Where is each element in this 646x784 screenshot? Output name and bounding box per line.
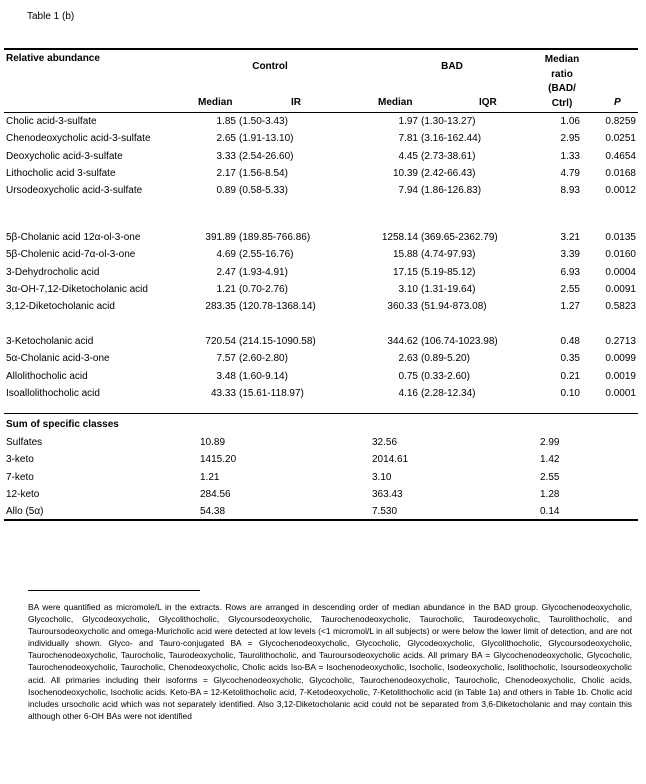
row-control-ir: (0.58-5.33) (239, 185, 288, 197)
header-control-median: Median (198, 97, 233, 108)
row-bad-median: 7.81 (398, 133, 418, 145)
row-name: Ursodeoxycholic acid-3-sulfate (6, 185, 143, 197)
row-p-value: 0.0001 (605, 387, 636, 399)
row-control-ir: (1.50-3.43) (239, 116, 288, 127)
header-relative-abundance: Relative abundance (6, 53, 100, 64)
row-control-ir: (2.55-16.76) (239, 249, 294, 261)
sum-bad: 32.56 (372, 437, 398, 448)
row-p-value: 0.0251 (605, 133, 636, 145)
row-bad-median: 360.33 (387, 301, 418, 313)
sum-control: 54.38 (200, 506, 226, 518)
row-bad-median: 1.97 (398, 116, 418, 127)
sum-ratio: 1.28 (540, 488, 560, 500)
row-bad-iqr: (2.28-12.34) (421, 387, 476, 399)
row-median-ratio: 8.93 (560, 185, 580, 197)
row-median-ratio: 1.06 (560, 116, 580, 127)
row-control-ir: (2.60-2.80) (239, 353, 288, 365)
row-bad-iqr: (1.86-126.83) (421, 185, 482, 197)
row-name: 3-Dehydrocholic acid (6, 266, 100, 278)
sum-rule (4, 413, 638, 414)
sum-bad: 2014.61 (372, 454, 409, 466)
row-control-median: 1.21 (216, 283, 236, 295)
row-control-median: 2.65 (216, 133, 236, 145)
row-name: Allolithocholic acid (6, 370, 88, 382)
table-title: Table 1 (b) (27, 11, 75, 22)
header-ir: IR (291, 97, 301, 108)
row-p-value: 0.0160 (605, 249, 636, 261)
sum-ratio: 0.14 (540, 506, 560, 518)
row-name: 3α-OH-7,12-Diketocholanic acid (6, 283, 148, 295)
row-median-ratio: 4.79 (560, 167, 580, 179)
row-control-ir: (0.70-2.76) (239, 283, 288, 295)
row-bad-median: 4.16 (398, 387, 418, 399)
row-bad-iqr: (0.33-2.60) (421, 370, 470, 382)
row-control-median: 283.35 (205, 301, 236, 313)
header-bad-median: Median (378, 97, 413, 108)
row-bad-iqr: (1.30-13.27) (421, 116, 476, 127)
sum-ratio: 1.42 (540, 454, 560, 466)
sum-control: 284.56 (200, 488, 231, 500)
row-bad-median: 4.45 (398, 150, 418, 162)
row-bad-median: 3.10 (398, 283, 418, 295)
row-p-value: 0.0019 (605, 370, 636, 382)
row-control-ir: (214.15-1090.58) (239, 336, 316, 347)
row-median-ratio: 0.10 (560, 387, 580, 399)
header-p: P (614, 97, 621, 108)
row-median-ratio: 2.55 (560, 283, 580, 295)
header-bad: BAD (441, 61, 463, 72)
sum-control: 1415.20 (200, 454, 237, 466)
row-control-median: 2.47 (216, 266, 236, 278)
row-bad-median: 15.88 (392, 249, 418, 261)
row-median-ratio: 0.48 (560, 336, 580, 347)
row-median-ratio: 1.33 (560, 150, 580, 162)
sum-title: Sum of specific classes (6, 419, 119, 430)
row-name: Lithocholic acid 3-sulfate (6, 167, 116, 179)
header-rule (4, 112, 638, 113)
row-bad-median: 2.63 (398, 353, 418, 365)
row-p-value: 0.0168 (605, 167, 636, 179)
sum-control: 10.89 (200, 437, 226, 448)
row-name: Cholic acid-3-sulfate (6, 116, 97, 127)
row-name: Chenodeoxycholic acid-3-sulfate (6, 133, 151, 145)
sum-bad: 3.10 (372, 471, 392, 483)
row-p-value: 0.2713 (605, 336, 636, 347)
row-name: Isoallolithocholic acid (6, 387, 100, 399)
row-control-median: 0.89 (216, 185, 236, 197)
row-control-median: 7.57 (216, 353, 236, 365)
bottom-rule (4, 519, 638, 521)
row-bad-iqr: (369.65-2362.79) (421, 232, 498, 243)
sum-name: 12-keto (6, 488, 40, 500)
sum-name: 7-keto (6, 471, 34, 483)
row-median-ratio: 3.21 (560, 232, 580, 243)
row-control-median: 43.33 (210, 387, 236, 399)
row-p-value: 0.0099 (605, 353, 636, 365)
row-bad-median: 17.15 (392, 266, 418, 278)
sum-ratio: 2.99 (540, 437, 560, 448)
sum-bad: 363.43 (372, 488, 403, 500)
sum-ratio: 2.55 (540, 471, 560, 483)
row-bad-iqr: (2.73-38.61) (421, 150, 476, 162)
row-control-median: 3.48 (216, 370, 236, 382)
header-median-ratio: Median ratio (BAD/ Ctrl) (544, 54, 580, 109)
row-p-value: 0.4654 (605, 150, 636, 162)
row-median-ratio: 3.39 (560, 249, 580, 261)
sum-name: Sulfates (6, 437, 43, 448)
row-control-ir: (2.54-26.60) (239, 150, 294, 162)
row-bad-iqr: (4.74-97.93) (421, 249, 476, 261)
row-name: 3-Ketocholanic acid (6, 336, 94, 347)
row-p-value: 0.5823 (605, 301, 636, 313)
row-median-ratio: 2.95 (560, 133, 580, 145)
row-median-ratio: 1.27 (560, 301, 580, 313)
footnote: BA were quantified as micromole/L in the extracts. Rows are arranged in descending order of median abundance in the BAD group. Glycochenodeoxycholic, Glycocholic, Glycodeoxycholic, Glycolithocholic, Glycoursodeoxycholic, Taurochenodeoxycholic, Taurocholic, Taurodeoxycholic, Taurolithocholic, and Tauroursodeoxycholic and omega-Muricholic acid were detected at low levels (<1 micromol/L in all subjects) or were below the lower limit of detection, and are not individually shown. Glyco- and Tauro-conjugated BA = Glycochenodeoxycholic, Glycocholic, Glycodeoxycholic, Glycolithocholic, Glycoursodeoxycholic, Taurochenodeoxycholic, Taurocholic, Taurodeoxycholic, Taurolithocholic, and Tauroursodeoxycholic acids. All primary BA = Glycochenodeoxycholic, Glycocholic, Taurochenodeoxycholic, Taurocholic, Chenodeoxycholic, Cholic acids Iso-BA = Isochenodeoxycholic, Isocholic, Isodeoxycholic, Isolithocholic, Isoursodeoxycholic acid. All primaries including their isoforms = Glycochenodeoxycholic, Glycocholic, Taurochenodeoxycholic, Taurocholic, Chenodeoxycholic, Cholic acids, Isochenodeoxycholic, Isocholic acids. Keto-BA = 12-Ketolithocholic acid, 7-Ketodeoxycholic, 7-Ketolithocholic acid (in Table 1a) and others in Table 1b. Cholic acid includes ursocholic acid which was not separately identified. Also 3,12-Diketocholanic acid could not be separated from 3,6-Diketocholanic and may contain this although other 6-OH BAs were not identified (28, 602, 632, 721)
row-control-median: 3.33 (216, 150, 236, 162)
row-control-ir: (1.56-8.54) (239, 167, 288, 179)
sum-control: 1.21 (200, 471, 220, 483)
row-name: Deoxycholic acid-3-sulfate (6, 150, 123, 162)
row-name: 3,12-Diketocholanic acid (6, 301, 115, 313)
header-iqr: IQR (479, 97, 497, 108)
row-median-ratio: 0.35 (560, 353, 580, 365)
row-control-ir: (189.85-766.86) (239, 232, 311, 243)
row-control-median: 2.17 (216, 167, 236, 179)
row-control-ir: (1.60-9.14) (239, 370, 288, 382)
row-bad-median: 10.39 (392, 167, 418, 179)
row-bad-median: 7.94 (398, 185, 418, 197)
row-bad-iqr: (106.74-1023.98) (421, 336, 498, 347)
row-bad-iqr: (3.16-162.44) (421, 133, 482, 145)
row-bad-median: 344.62 (387, 336, 418, 347)
row-bad-iqr: (51.94-873.08) (421, 301, 487, 313)
row-bad-median: 0.75 (398, 370, 418, 382)
row-p-value: 0.0012 (605, 185, 636, 197)
row-control-ir: (15.61-118.97) (239, 387, 304, 399)
row-control-median: 4.69 (216, 249, 236, 261)
row-median-ratio: 0.21 (560, 370, 580, 382)
sum-bad: 7.530 (372, 506, 398, 518)
row-bad-iqr: (2.42-66.43) (421, 167, 476, 179)
row-name: 5β-Cholenic acid-7α-ol-3-one (6, 249, 136, 261)
top-rule (4, 48, 638, 50)
header-control: Control (252, 61, 288, 72)
row-name: 5α-Cholanic acid-3-one (6, 353, 110, 365)
row-p-value: 0.0091 (605, 283, 636, 295)
row-bad-iqr: (1.31-19.64) (421, 283, 476, 295)
row-bad-iqr: (5.19-85.12) (421, 266, 476, 278)
row-control-ir: (1.91-13.10) (239, 133, 294, 145)
row-control-median: 1.85 (216, 116, 236, 127)
row-control-ir: (120.78-1368.14) (239, 301, 316, 313)
row-bad-iqr: (0.89-5.20) (421, 353, 470, 365)
sum-name: Allo (5α) (6, 506, 44, 518)
row-control-median: 720.54 (205, 336, 236, 347)
sum-name: 3-keto (6, 454, 34, 466)
row-name: 5β-Cholanic acid 12α-ol-3-one (6, 232, 141, 243)
row-median-ratio: 6.93 (560, 266, 580, 278)
row-p-value: 0.0004 (605, 266, 636, 278)
row-bad-median: 1258.14 (381, 232, 418, 243)
row-p-value: 0.0135 (605, 232, 636, 243)
row-control-median: 391.89 (205, 232, 236, 243)
row-control-ir: (1.93-4.91) (239, 266, 288, 278)
row-p-value: 0.8259 (605, 116, 636, 127)
footnote-divider (28, 590, 200, 591)
